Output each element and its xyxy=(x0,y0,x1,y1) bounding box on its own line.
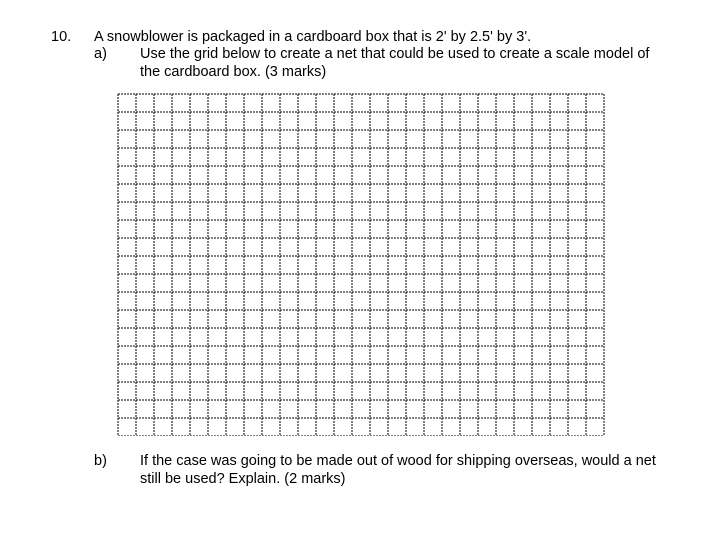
part-b-text-line2: still be used? Explain. (2 marks) xyxy=(140,471,346,487)
part-a-label: a) xyxy=(94,46,107,62)
question-number: 10. xyxy=(51,29,72,45)
part-b-label: b) xyxy=(94,453,107,469)
drawing-grid[interactable] xyxy=(117,93,619,436)
part-b-text-line1: If the case was going to be made out of wood for shipping overseas, would a net xyxy=(140,453,656,469)
question-stem: A snowblower is packaged in a cardboard box that is 2' by 2.5' by 3'. xyxy=(94,29,532,45)
part-a-text-line1: Use the grid below to create a net that could be used to create a scale model of xyxy=(140,46,650,62)
part-a-text-line2: the cardboard box. (3 marks) xyxy=(140,64,327,80)
